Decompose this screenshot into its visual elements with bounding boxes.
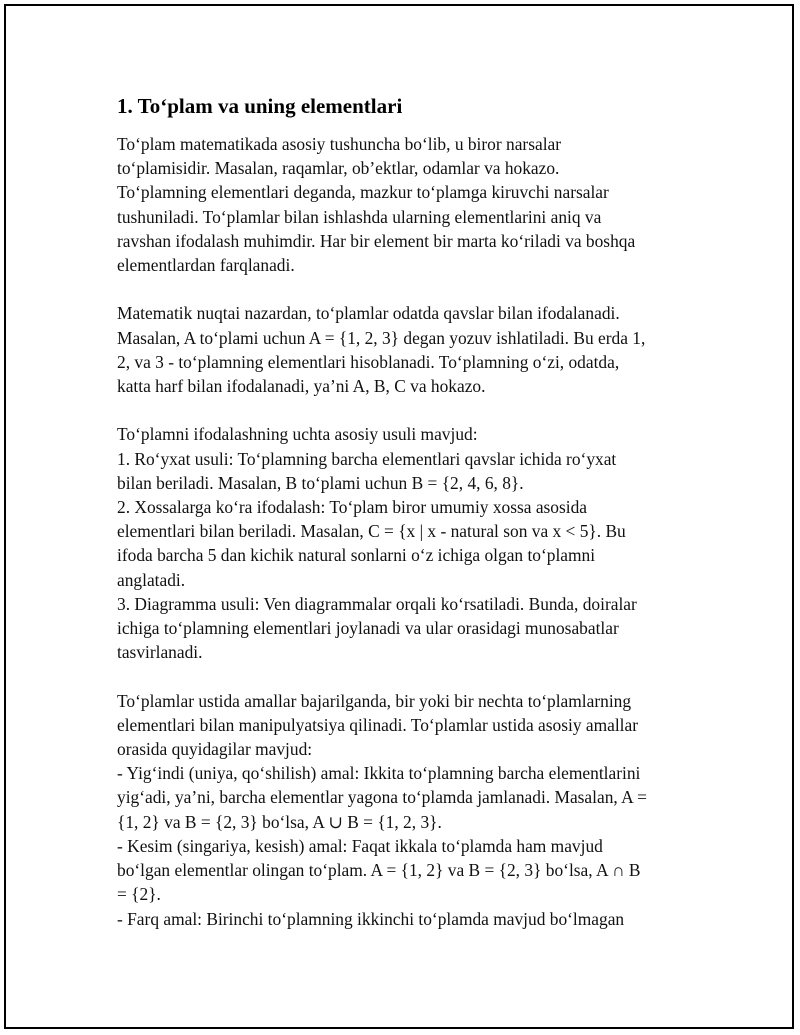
section-heading: 1. To‘plam va uning elementlari [117, 94, 403, 118]
document-content [117, 92, 687, 931]
section-body: To‘plam matematikada asosiy tushuncha bo‘lib, u biror narsalar to‘plamisidir. Masalan, raqamlar, ob’ektlar, odamlar va hokazo. To‘plamning elementlari deganda, mazkur to‘plamga kiruvchi narsalar tushuniladi. To‘plamlar bilan ishlashda ularning elementlarini aniq va ravshan ifodalash muhimdir. Har bir element bir marta ko‘riladi va boshqa elementlardan farqlanadi. Matematik nuqtai nazardan, to‘plamlar odatda qavslar bilan ifodalanadi. Masalan, A to‘plami uchun A = {1, 2, 3} degan yozuv ishlatiladi. Bu erda 1, 2, va 3 - to‘plamning elementlari hisoblanadi. To‘plamning o‘zi, odatda, katta harf bilan ifodalanadi, ya’ni A, B, C va hokazo. To‘plamni ifodalashning uchta asosiy usuli mavjud: 1. Ro‘yxat usuli: To‘plamning barcha elementlari qavslar ichida ro‘yxat bilan beriladi. Masalan, B to‘plami uchun B = {2, 4, 6, 8}. 2. Xossalarga ko‘ra ifodalash: To‘plam biror umumiy xossa asosida elementlari bilan beriladi. Masalan, C = {x | x - natural son va x < 5}. Bu ifoda barcha 5 dan kichik natural sonlarni o‘z ichiga olgan to‘plamni anglatadi. 3. Diagramma usuli: Ven diagrammalar orqali ko‘rsatiladi. Bunda, doiralar ichiga to‘plamning elementlari joylanadi va ular orasidagi munosabatlar tasvirlanadi. To‘plamlar ustida amallar bajarilganda, bir yoki bir nechta to‘plamlarning elementlari bilan manipulyatsiya qilinadi. To‘plamlar ustida asosiy amallar orasida quyidagilar mavjud: - Yig‘indi (uniya, qo‘shilish) amal: Ikkita to‘plamning barcha elementlarini yig‘adi, ya’ni, barcha elementlar yagona to‘plamda jamlanadi. Masalan, A = {1, 2} va B = {2, 3} bo‘lsa, A ∪ B = {1, 2, 3}. - Kesim (singariya, kesish) amal: Faqat ikkala to‘plamda ham mavjud bo‘lgan elementlar olingan to‘plam. A = {1, 2} va B = {2, 3} bo‘lsa, A ∩ B = {2}. - Farq amal: Birinchi to‘plamning ikkinchi to‘plamda mavjud bo‘lmagan [117, 134, 647, 929]
